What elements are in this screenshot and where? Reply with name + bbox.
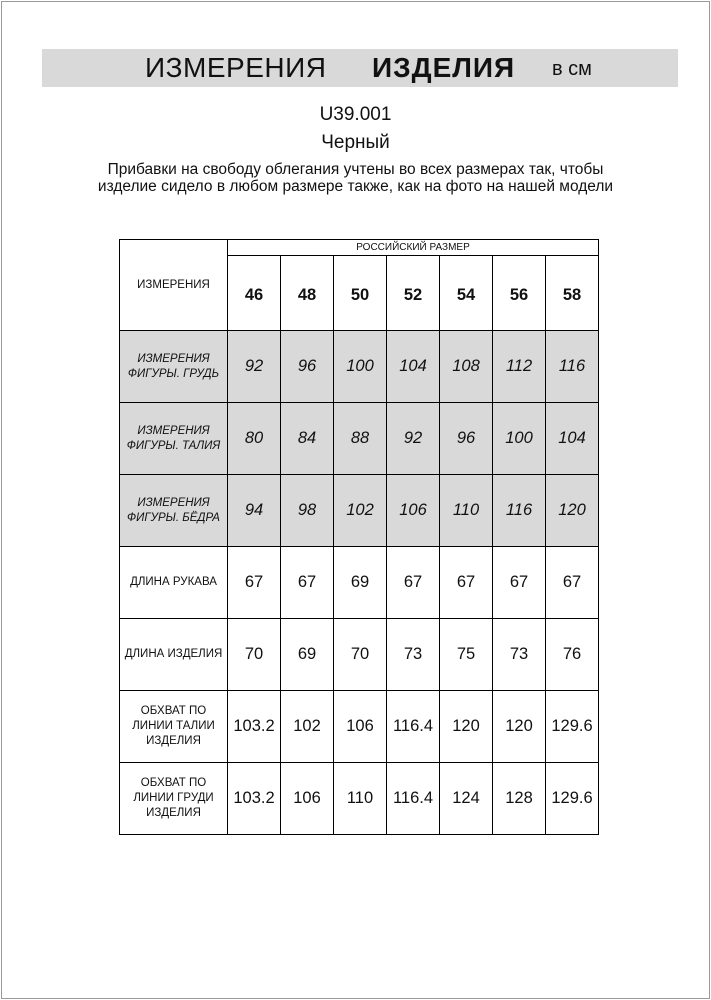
cell-value: 92: [387, 403, 440, 475]
cell-value: 112: [493, 331, 546, 403]
title-product: ИЗДЕЛИЯ: [372, 52, 516, 83]
cell-value: 120: [440, 691, 493, 763]
size-caption-row: [120, 240, 599, 256]
cell-value: 104: [387, 331, 440, 403]
table-row: [120, 403, 599, 475]
cell-value: 116.4: [387, 763, 440, 835]
cell-value: 120: [546, 475, 599, 547]
product-color: Черный: [321, 132, 390, 153]
size-header: 50: [334, 256, 387, 331]
cell-value: 70: [334, 619, 387, 691]
cell-value: 98: [281, 475, 334, 547]
cell-value: 84: [281, 403, 334, 475]
table-row: [120, 763, 599, 835]
cell-value: 70: [228, 619, 281, 691]
row-label: ДЛИНА РУКАВА: [120, 547, 228, 619]
size-header: 52: [387, 256, 440, 331]
cell-value: 88: [334, 403, 387, 475]
title-banner: [42, 49, 678, 87]
table-row: [120, 547, 599, 619]
table-row: [120, 331, 599, 403]
cell-value: 124: [440, 763, 493, 835]
cell-value: 67: [387, 547, 440, 619]
row-label: ИЗМЕРЕНИЯ ФИГУРЫ. БЁДРА: [120, 475, 228, 547]
cell-value: 129.6: [546, 691, 599, 763]
size-header: 56: [493, 256, 546, 331]
cell-value: 96: [440, 403, 493, 475]
cell-value: 106: [334, 691, 387, 763]
cell-value: 67: [281, 547, 334, 619]
cell-value: 104: [546, 403, 599, 475]
row-label: ОБХВАТ ПО ЛИНИИ ГРУДИ ИЗДЕЛИЯ: [120, 763, 228, 835]
cell-value: 106: [281, 763, 334, 835]
size-header: 58: [546, 256, 599, 331]
cell-value: 80: [228, 403, 281, 475]
corner-label: ИЗМЕРЕНИЯ: [120, 240, 228, 331]
size-caption: РОССИЙСКИЙ РАЗМЕР: [228, 240, 599, 256]
cell-value: 100: [493, 403, 546, 475]
cell-value: 106: [387, 475, 440, 547]
table-row: [120, 475, 599, 547]
size-header: 48: [281, 256, 334, 331]
cell-value: 73: [387, 619, 440, 691]
title-unit: в см: [552, 58, 592, 80]
fit-note: Прибавки на свободу облегания учтены во всех размерах так, чтобы изделие сидело в любом размере также, как на фото на нашей модели: [97, 161, 614, 195]
size-header: 46: [228, 256, 281, 331]
cell-value: 102: [334, 475, 387, 547]
table-row: [120, 619, 599, 691]
cell-value: 110: [440, 475, 493, 547]
row-label: ОБХВАТ ПО ЛИНИИ ТАЛИИ ИЗДЕЛИЯ: [120, 691, 228, 763]
cell-value: 69: [334, 547, 387, 619]
cell-value: 103.2: [228, 763, 281, 835]
cell-value: 69: [281, 619, 334, 691]
table-row: [120, 691, 599, 763]
article-number: U39.001: [319, 104, 392, 125]
cell-value: 128: [493, 763, 546, 835]
cell-value: 76: [546, 619, 599, 691]
cell-value: 103.2: [228, 691, 281, 763]
cell-value: 67: [440, 547, 493, 619]
cell-value: 75: [440, 619, 493, 691]
cell-value: 92: [228, 331, 281, 403]
cell-value: 110: [334, 763, 387, 835]
cell-value: 116.4: [387, 691, 440, 763]
cell-value: 67: [493, 547, 546, 619]
cell-value: 94: [228, 475, 281, 547]
row-label: ИЗМЕРЕНИЯ ФИГУРЫ. ТАЛИЯ: [120, 403, 228, 475]
cell-value: 129.6: [546, 763, 599, 835]
title-measurements: ИЗМЕРЕНИЯ: [145, 52, 327, 83]
cell-value: 96: [281, 331, 334, 403]
cell-value: 102: [281, 691, 334, 763]
cell-value: 116: [493, 475, 546, 547]
cell-value: 120: [493, 691, 546, 763]
cell-value: 67: [546, 547, 599, 619]
cell-value: 67: [228, 547, 281, 619]
size-header: 54: [440, 256, 493, 331]
cell-value: 73: [493, 619, 546, 691]
cell-value: 108: [440, 331, 493, 403]
cell-value: 100: [334, 331, 387, 403]
cell-value: 116: [546, 331, 599, 403]
row-label: ДЛИНА ИЗДЕЛИЯ: [120, 619, 228, 691]
size-table: [119, 239, 599, 835]
row-label: ИЗМЕРЕНИЯ ФИГУРЫ. ГРУДЬ: [120, 331, 228, 403]
